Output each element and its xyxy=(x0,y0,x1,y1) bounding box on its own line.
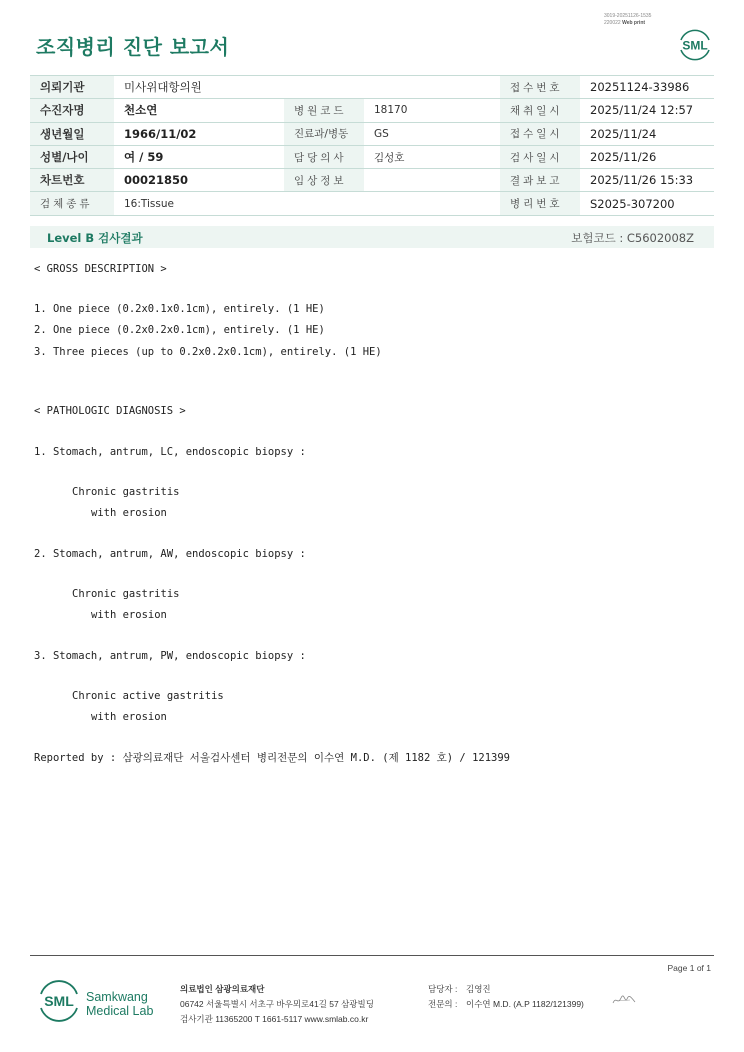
sml-logo-icon xyxy=(676,26,714,64)
label-clinical-info: 임상정보 xyxy=(284,169,364,192)
gross-item: 3. Three pieces (up to 0.2x0.2x0.1cm), entirely. (1 HE) xyxy=(34,346,382,358)
table-row xyxy=(30,169,714,192)
value-receipt-date: 2025/11/24 xyxy=(580,122,714,145)
label-requesting-org: 의뢰기관 xyxy=(30,76,114,99)
label-specimen-type: 검체종류 xyxy=(30,192,114,215)
footer-brand xyxy=(86,990,153,1018)
staff-label: 담당자 : xyxy=(428,984,458,994)
label-collection-time: 채취일시 xyxy=(500,99,580,122)
label-doctor: 담당의사 xyxy=(284,145,364,168)
label-department: 진료과/병동 xyxy=(284,122,364,145)
patient-info-table xyxy=(30,75,714,216)
value-clinical-info xyxy=(364,169,500,192)
diagnosis-site: 2. Stomach, antrum, AW, endoscopic biopsy : xyxy=(34,548,306,560)
staff-name: 김영진 xyxy=(466,984,491,994)
reported-by: Reported by : 삼광의료재단 서울검사센터 병리전문의 이수연 M.D. (제 1182 호) / 121399 xyxy=(34,752,511,764)
diagnosis-subtext: with erosion xyxy=(91,711,167,723)
value-sex-age: 여 / 59 xyxy=(114,145,284,168)
table-row xyxy=(30,99,714,122)
label-chart-no: 차트번호 xyxy=(30,169,114,192)
label-receipt-no: 접수번호 xyxy=(500,76,580,99)
diagnosis-site: 1. Stomach, antrum, LC, endoscopic biopsy : xyxy=(34,446,306,458)
table-row xyxy=(30,122,714,145)
diagnosis-text: Chronic gastritis xyxy=(72,486,180,498)
print-code: 3019-20251126-1535 xyxy=(604,13,652,19)
footer-divider xyxy=(30,955,714,956)
diagnosis-text: Chronic active gastritis xyxy=(72,690,224,702)
table-row xyxy=(30,76,714,99)
value-receipt-no: 20251124-33986 xyxy=(580,76,714,99)
gross-item: 1. One piece (0.2x0.1x0.1cm), entirely. (1 HE) xyxy=(34,303,325,315)
label-pathology-no: 병리번호 xyxy=(500,192,580,215)
org-contact: 검사기관 11365200 T 1661-5117 www.smlab.co.kr xyxy=(180,1014,369,1024)
footer-org-info xyxy=(180,982,374,1027)
level-title: Level B 검사결과 xyxy=(47,231,143,245)
value-specimen-type: 16:Tissue xyxy=(114,192,500,215)
table-row xyxy=(30,145,714,168)
value-pathology-no: S2025-307200 xyxy=(580,192,714,215)
label-birth-date: 생년월일 xyxy=(30,122,114,145)
value-patient-name: 천소연 xyxy=(114,99,284,122)
footer-staff xyxy=(428,982,584,1012)
print-id xyxy=(604,13,651,27)
label-sex-age: 성별/나이 xyxy=(30,145,114,168)
level-bar xyxy=(30,226,714,248)
print-line2: 220022 Web print xyxy=(604,20,646,26)
org-address: 06742 서울특별시 서초구 바우뫼로41길 57 삼광빌딩 xyxy=(180,999,374,1009)
specialist-name: 이수연 M.D. (A.P 1182/121399) xyxy=(466,999,584,1009)
value-collection-time: 2025/11/24 12:57 xyxy=(580,99,714,122)
diagnosis-site: 3. Stomach, antrum, PW, endoscopic biopsy : xyxy=(34,650,306,662)
org-name: 의료법인 삼광의료재단 xyxy=(180,984,265,994)
footer-logo-text: SML xyxy=(44,993,74,1009)
diagnosis-subtext: with erosion xyxy=(91,609,167,621)
diagnosis-subtext: with erosion xyxy=(91,507,167,519)
gross-header: < GROSS DESCRIPTION > xyxy=(34,263,167,275)
value-requesting-org: 미사위대항의원 xyxy=(114,76,500,99)
value-department: GS xyxy=(364,122,500,145)
value-birth-date: 1966/11/02 xyxy=(114,122,284,145)
sml-footer-logo-icon xyxy=(36,978,82,1024)
signature-icon xyxy=(612,994,636,1006)
page-title: 조직병리 진단 보고서 xyxy=(36,35,230,59)
label-hospital-code: 병원코드 xyxy=(284,99,364,122)
table-row xyxy=(30,192,714,215)
label-test-date: 검사일시 xyxy=(500,145,580,168)
value-chart-no: 00021850 xyxy=(114,169,284,192)
gross-item: 2. One piece (0.2x0.2x0.1cm), entirely. (1 HE) xyxy=(34,324,325,336)
value-hospital-code: 18170 xyxy=(364,99,500,122)
brand-line1: Samkwang xyxy=(86,990,148,1004)
specialist-label: 전문의 : xyxy=(428,999,458,1009)
value-test-date: 2025/11/26 xyxy=(580,145,714,168)
value-result-report: 2025/11/26 15:33 xyxy=(580,169,714,192)
value-doctor: 김성호 xyxy=(364,145,500,168)
diagnosis-header: < PATHOLOGIC DIAGNOSIS > xyxy=(34,405,186,417)
logo-text: SML xyxy=(682,38,708,53)
brand-line2: Medical Lab xyxy=(86,1004,154,1018)
label-result-report: 결과보고 xyxy=(500,169,580,192)
insurance-code: 보험코드 : C5602008Z xyxy=(571,231,694,245)
label-patient-name: 수진자명 xyxy=(30,99,114,122)
page-number: Page 1 of 1 xyxy=(667,963,711,973)
web-print-label: Web print xyxy=(622,20,646,26)
label-receipt-date: 접수일시 xyxy=(500,122,580,145)
diagnosis-text: Chronic gastritis xyxy=(72,588,180,600)
